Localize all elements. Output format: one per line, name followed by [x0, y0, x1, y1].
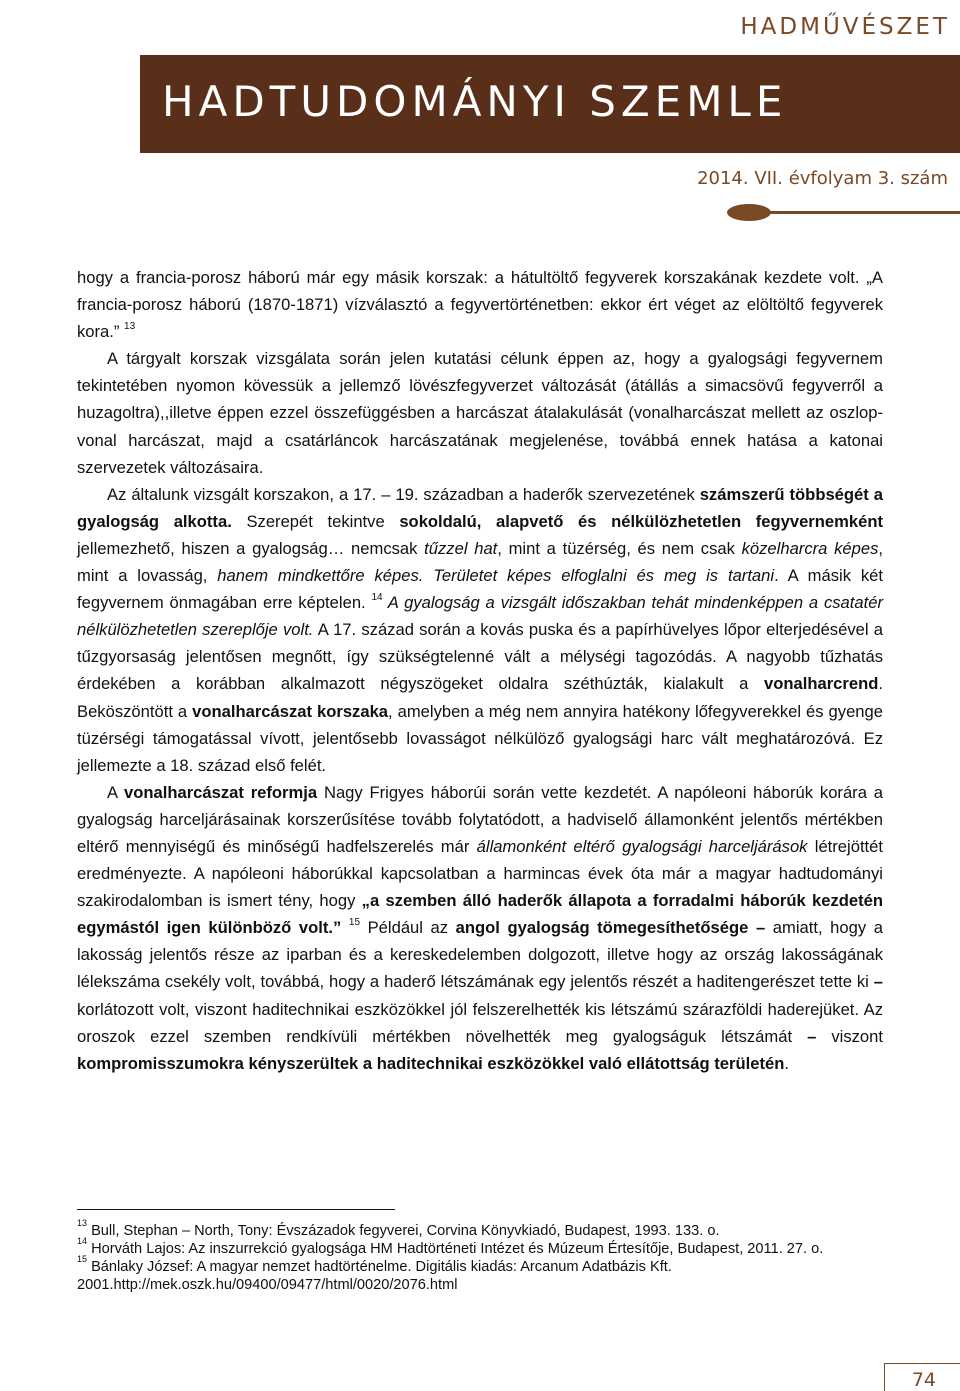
issue-info: 2014. VII. évfolyam 3. szám [697, 168, 948, 189]
footnote-14: $^{14}$ Horváth Lajos: Az inszurrekció gyalogsága HM Hadtörténeti Intézet és Múzeum Értesítője, Budapest, 2011. 27. o. [77, 1236, 824, 1257]
header-divider [760, 211, 960, 214]
paragraph-2: A tárgyalt korszak vizsgálata során jelen kutatási célunk éppen az, hogy a gyalogsági fegyvernem tekintetében nyomon kövessük a jellemző lövészfegyverzet változását (átállás a simacsövű fegyverről a huzagoltra),,illetve éppen ezzel összefüggésben a harcászat átalakulását (vonalharcászat mellett az oszlop-vonal harcászat, majd a csatárláncok harcászatának megjelenése, továbbá ennek hatása a katonai szervezetek változásaira. [77, 349, 883, 477]
paragraph-4: A vonalharcászat reformja Nagy Frigyes háborúi során vette kezdetét. A napóleoni háborúk korára a gyalogság harceljárásainak korszerűsítése tovább folytatódott, a hadviselő államonként jelentős mértékben eltérő mennyiségű és minőségű hadfelszerelés már államonként eltérő gyalogsági harceljárások létrejöttét eredményezte. A napóleoni háborúkkal kapcsolatban a harmincas évek óta már a magyar hadtudományi szakirodalomban is ismert tény, hogy „a szemben álló haderők állapota a forradalmi háborúk kezdetén egymástól igen különböző volt.” $^{15}$ Például az angol gyalogság tömegesíthetősége – amiatt, hogy a lakosság jelentős része az iparban és a kereskedelemben dolgozott, illetve hogy az ország lakosságának lélekszáma csekély volt, továbbá, hogy a haderő létszámának egy jelentős részét a haditengerészet tette ki – korlátozott volt, viszont haditechnikai eszközökkel jól felszerelhették kis létszámú szárazföldi haderejüket. Az oroszok ezzel szemben rendkívüli mértékben növelhették meg gyalogságuk létszámát – viszont kompromisszumokra kényszerültek a haditechnikai eszközökkel való ellátottság területén. [77, 782, 884, 1073]
footnote-ref-13[interactable]: 13 [124, 320, 136, 332]
journal-banner [140, 55, 960, 153]
footnote-ref-15[interactable]: 15 [348, 916, 361, 928]
footnote-13: $^{13}$ Bull, Stephan – North, Tony: Évszázadok fegyverei, Corvina Könyvkiadó, Budapest, 1993. 133. o. [77, 1218, 720, 1239]
page-number-frame [884, 1363, 960, 1364]
footnote-divider [77, 1209, 395, 1210]
page-number: 74 [911, 1369, 936, 1391]
footnote-ref-14[interactable]: 14 [371, 591, 383, 603]
page-number-frame-side [884, 1363, 885, 1391]
article-body [77, 264, 883, 1077]
footnotes [77, 1218, 863, 1294]
paragraph-3: Az általunk vizsgált korszakon, a 17. – 19. században a haderők szervezetének számszerű többségét a gyalogság alkotta. Szerepét tekintve sokoldalú, alapvető és nélkülözhetetlen fegyvernemként jellemezhető, hiszen a gyalogság… nemcsak tűzzel hat, mint a tüzérség, és nem csak közelharcra képes, mint a lovasság, hanem mindkettőre képes. Területet képes elfoglalni és meg is tartani. A másik két fegyvernem önmagában erre képtelen. $^{14}$ A gyalogság a vizsgált időszakban tehát mindenképpen a csatatér nélkülözhetetlen szereplője volt. A 17. század során a kovás puska és a papírhüvelyes lőpor elterjedésével a tűzgyorsaság jelentősen megnőtt, így szükségtelenné vált a mélységi tagozódás. A nagyobb tűzhatás érdekében a korábban alkalmazott négyszögeket oldalra széthúzták, kialakult a vonalharcrend. Beköszöntött a vonalharcászat korszaka, amelyben a még nem annyira hatékony lőfegyverekkel és gyenge tüzérségi támogatással vívott, jelentősebb lovasságot nélkülöző gyalogsági harc vált meghatározóvá. Ez jellemezte a 18. század első felét. [77, 484, 883, 775]
footnote-15: $^{15}$ Bánlaky József: A magyar nemzet hadtörténelme. Digitális kiadás: Arcanum Adatbázis Kft. 2001.http://mek.oszk.hu/09400/09477/html/0020/2076.html [77, 1254, 672, 1293]
journal-title: HADTUDOMÁNYI SZEMLE [162, 77, 788, 126]
section-label: HADMŰVÉSZET [740, 14, 950, 40]
header-ornament [727, 204, 771, 221]
paragraph-1: hogy a francia-porosz háború már egy másik korszak: a hátultöltő fegyverek korszakának kezdete volt. „A francia-porosz háború (1870-1871) vízválasztó a fegyvertörténetben: ekkor ért véget az elöltöltő fegyverek kora.” $^{13}$ [77, 268, 883, 342]
